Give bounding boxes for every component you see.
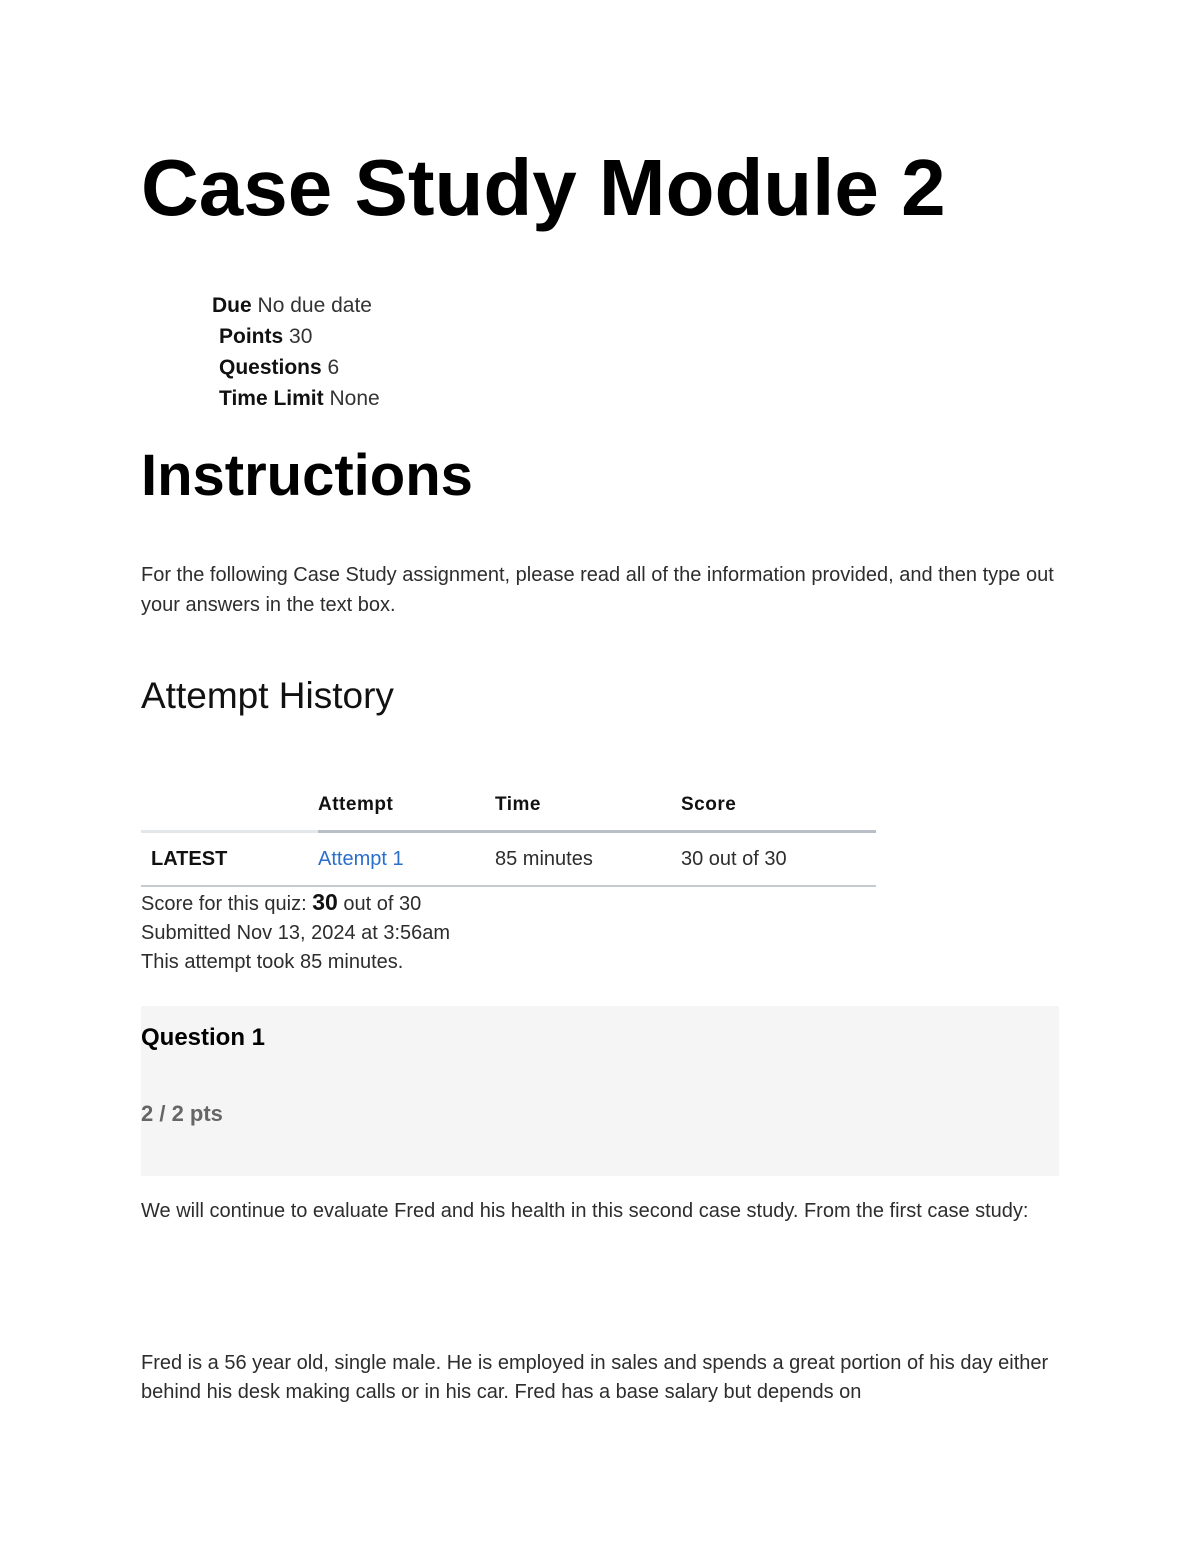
- column-header-blank: [141, 780, 318, 832]
- points-value: 30: [289, 325, 313, 348]
- question-title: Question 1: [141, 1024, 266, 1051]
- question-header: [141, 1006, 1059, 1176]
- time-limit-value: None: [329, 387, 380, 410]
- question-paragraph-1: We will continue to evaluate Fred and his health in this second case study. From the first case study:: [141, 1200, 1029, 1222]
- instructions-text: For the following Case Study assignment, please read all of the information provided, and then type out your answers in the text box.: [141, 564, 1054, 616]
- column-header-time: Time: [495, 780, 681, 832]
- attempt-summary: [141, 888, 450, 977]
- time-limit-row: [212, 383, 380, 414]
- time-cell: 85 minutes: [495, 832, 681, 887]
- latest-label: LATEST: [141, 832, 318, 887]
- question-paragraph-2: Fred is a 56 year old, single male. He is employed in sales and spends a great portion of his day either behind his desk making calls or in his car. Fred has a base salary but depends on: [141, 1352, 1049, 1403]
- table-row: [141, 832, 876, 887]
- attempt-history-table: [141, 780, 876, 887]
- due-row: [212, 290, 380, 321]
- table-header-row: [141, 780, 876, 832]
- column-header-score: Score: [681, 780, 876, 832]
- due-value: No due date: [257, 294, 372, 317]
- score-cell: 30 out of 30: [681, 832, 876, 887]
- question-points: 2 / 2 pts: [141, 1101, 223, 1126]
- questions-value: 6: [327, 356, 340, 379]
- instructions-heading: Instructions: [141, 443, 473, 508]
- due-label: Due: [212, 294, 252, 317]
- time-limit-label: Time Limit: [219, 387, 324, 410]
- points-row: [212, 321, 380, 352]
- quiz-details: [212, 290, 380, 414]
- questions-row: [212, 352, 380, 383]
- score-value: 30: [312, 889, 338, 915]
- points-label: Points: [219, 325, 284, 348]
- attempt-cell: [318, 832, 495, 887]
- submitted-text: Submitted Nov 13, 2024 at 3:56am: [141, 922, 451, 944]
- questions-label: Questions: [219, 356, 322, 379]
- column-header-attempt: Attempt: [318, 780, 495, 832]
- score-suffix: out of 30: [343, 893, 422, 915]
- page-title: Case Study Module 2: [141, 143, 946, 232]
- attempt-history-heading: Attempt History: [141, 675, 394, 716]
- duration-text: This attempt took 85 minutes.: [141, 951, 404, 973]
- attempt-1-link[interactable]: Attempt 1: [318, 847, 404, 870]
- quiz-score-row: [141, 888, 450, 919]
- score-prefix: Score for this quiz:: [141, 893, 307, 915]
